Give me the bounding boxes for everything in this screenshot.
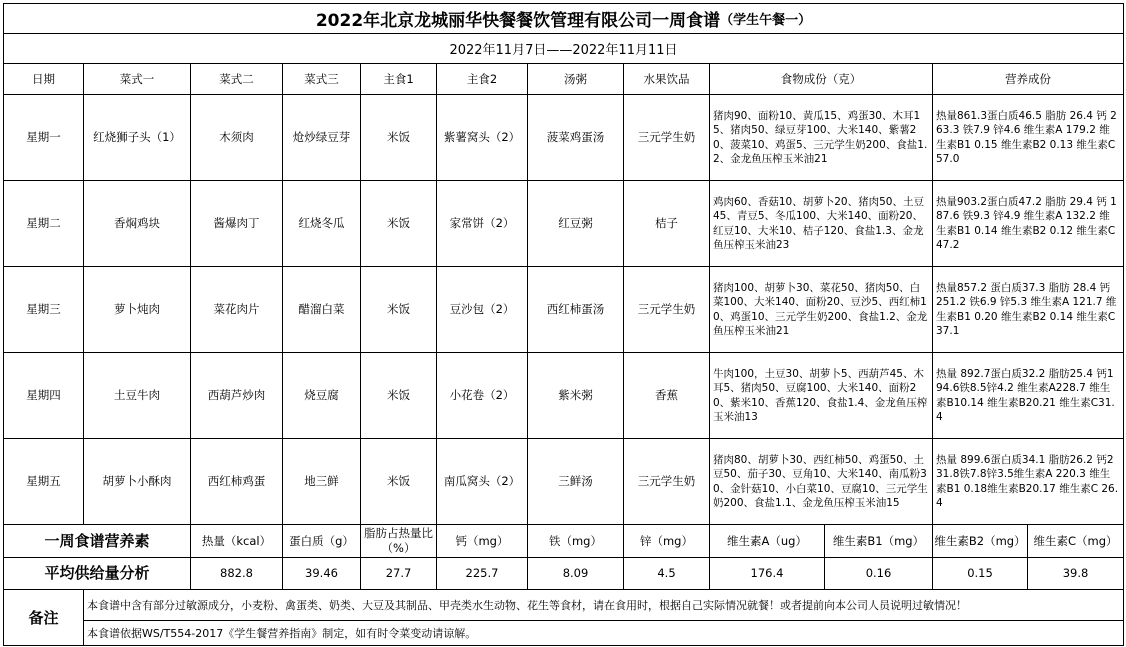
- value-vitamin-c: 39.8: [1028, 558, 1123, 590]
- nutrition: 热量 899.6蛋白质34.1 脂肪26.2 钙231.8铁7.8锌3.5维生素A 220.3 维生素B1 0.18维生素B20.17 维生素C 26.4: [933, 439, 1123, 525]
- fruit: 三元学生奶: [624, 95, 710, 181]
- dish2: 木须肉: [191, 95, 283, 181]
- fruit: 桔子: [624, 181, 710, 267]
- day-label: 星期一: [4, 95, 84, 181]
- value-fat-ratio: 27.7: [361, 558, 437, 590]
- nutrient-header-zinc: 锌（mg）: [624, 525, 710, 558]
- staple1: 米饭: [361, 439, 437, 525]
- remarks-label: 备注: [4, 590, 84, 645]
- header-staple2: 主食2: [437, 64, 528, 95]
- dish3: 醋溜白菜: [283, 267, 361, 353]
- nutrition: 热量861.3蛋白质46.5 脂肪 26.4 钙 263.3 铁7.9 锌4.6 维生素A 179.2 维生素B1 0.15 维生素B2 0.13 维生素C57.0: [933, 95, 1123, 181]
- value-protein: 39.46: [283, 558, 361, 590]
- dish3: 烧豆腐: [283, 353, 361, 439]
- value-zinc: 4.5: [624, 558, 710, 590]
- nutrient-header-vitamin-c: 维生素C（mg）: [1028, 525, 1123, 558]
- summary-label-bottom: 平均供给量分析: [4, 558, 191, 590]
- staple2: 小花卷（2）: [437, 353, 528, 439]
- header-nutrition: 营养成份: [933, 64, 1123, 95]
- day-label: 星期五: [4, 439, 84, 525]
- staple2: 豆沙包（2）: [437, 267, 528, 353]
- header-dish2: 菜式二: [191, 64, 283, 95]
- nutrient-header-iron: 铁（mg）: [528, 525, 624, 558]
- staple1: 米饭: [361, 95, 437, 181]
- dish1: 土豆牛肉: [84, 353, 191, 439]
- nutrition: 热量903.2蛋白质47.2 脂肪 29.4 钙 187.6 铁9.3 锌4.9 维生素A 132.2 维生素B1 0.14 维生素B2 0.12 维生素C47.2: [933, 181, 1123, 267]
- value-vitamin-b1: 0.16: [825, 558, 933, 590]
- staple2: 紫薯窝头（2）: [437, 95, 528, 181]
- fruit: 三元学生奶: [624, 267, 710, 353]
- header-date: 日期: [4, 64, 84, 95]
- nutrient-header-vitamin-b1: 维生素B1（mg）: [825, 525, 933, 558]
- dish1: 红烧狮子头（1）: [84, 95, 191, 181]
- header-dish1: 菜式一: [84, 64, 191, 95]
- remarks-allergen-note: 本食谱中含有部分过敏源成分，小麦粉、禽蛋类、奶类、大豆及其制品、甲壳类水生动物、花生等食材，请在食用时，根据自己实际情况就餐！或者提前向本公司人员说明过敏情况！: [84, 590, 1123, 621]
- header-ingredients: 食物成份（克）: [710, 64, 933, 95]
- soup: 西红柿蛋汤: [528, 267, 624, 353]
- dish2: 菜花肉片: [191, 267, 283, 353]
- dish2: 西葫芦炒肉: [191, 353, 283, 439]
- staple2: 家常饼（2）: [437, 181, 528, 267]
- day-label: 星期二: [4, 181, 84, 267]
- summary-label-top: 一周食谱营养素: [4, 525, 191, 558]
- value-vitamin-a: 176.4: [710, 558, 825, 590]
- staple2: 南瓜窝头（2）: [437, 439, 528, 525]
- ingredients: 猪肉90、面粉10、黄瓜15、鸡蛋30、木耳15、猪肉50、绿豆芽100、大米140、紫薯20、菠菜10、鸡蛋5、三元学生奶200、食盐1.2、金龙鱼压榨玉米油21: [710, 95, 933, 181]
- staple1: 米饭: [361, 353, 437, 439]
- nutrient-header-vitamin-b2: 维生素B2（mg）: [933, 525, 1028, 558]
- soup: 菠菜鸡蛋汤: [528, 95, 624, 181]
- value-energy: 882.8: [191, 558, 283, 590]
- header-fruit: 水果饮品: [624, 64, 710, 95]
- dish3: 红烧冬瓜: [283, 181, 361, 267]
- value-calcium: 225.7: [437, 558, 528, 590]
- soup: 红豆粥: [528, 181, 624, 267]
- ingredients: 猪肉80、胡萝卜30、西红柿50、鸡蛋50、土豆50、茄子30、豆角10、大米140、南瓜粉30、金针菇10、小白菜10、豆腐10、三元学生奶200、食盐1.1、金龙鱼压榨玉米油15: [710, 439, 933, 525]
- dish1: 胡萝卜小酥肉: [84, 439, 191, 525]
- nutrient-header-vitamin-a: 维生素A（ug）: [710, 525, 825, 558]
- dish3: 地三鲜: [283, 439, 361, 525]
- ingredients: 鸡肉60、香菇10、胡萝卜20、猪肉50、土豆45、青豆5、冬瓜100、大米140、面粉20、红豆10、大米10、桔子120、食盐1.3、金龙鱼压榨玉米油23: [710, 181, 933, 267]
- dish2: 西红柿鸡蛋: [191, 439, 283, 525]
- header-soup: 汤粥: [528, 64, 624, 95]
- dish1: 萝卜炖肉: [84, 267, 191, 353]
- title-sub: （学生午餐一）: [720, 13, 812, 28]
- ingredients: 牛肉100，土豆30、胡萝卜5、西葫芦45、木耳5、猪肉50、豆腐100、大米140、面粉20、紫米10、香蕉120、食盐1.4、金龙鱼压榨玉米油13: [710, 353, 933, 439]
- ingredients: 猪肉100、胡萝卜30、菜花50、猪肉50、白菜100、大米140、面粉20、豆沙5、西红柿10、鸡蛋10、三元学生奶200、食盐1.2、金龙鱼压榨玉米油21: [710, 267, 933, 353]
- fruit: 三元学生奶: [624, 439, 710, 525]
- dish3: 炝炒绿豆芽: [283, 95, 361, 181]
- nutrient-header-protein: 蛋白质（g）: [283, 525, 361, 558]
- nutrient-header-energy: 热量（kcal）: [191, 525, 283, 558]
- value-iron: 8.09: [528, 558, 624, 590]
- dish2: 酱爆肉丁: [191, 181, 283, 267]
- menu-sheet: [3, 3, 1124, 646]
- nutrition: 热量857.2 蛋白质37.3 脂肪 28.4 钙 251.2 铁6.9 锌5.3 维生素A 121.7 维生素B1 0.20 维生素B2 0.14 维生素C37.1: [933, 267, 1123, 353]
- day-label: 星期三: [4, 267, 84, 353]
- date-range: 2022年11月7日——2022年11月11日: [4, 34, 1123, 64]
- nutrient-header-fat-ratio: 脂肪占热量比（%）: [361, 525, 437, 558]
- value-vitamin-b2: 0.15: [933, 558, 1028, 590]
- sheet-title: [4, 4, 1123, 34]
- header-dish3: 菜式三: [283, 64, 361, 95]
- soup: 三鲜汤: [528, 439, 624, 525]
- title-main: 2022年北京龙城丽华快餐餐饮管理有限公司一周食谱: [315, 11, 721, 31]
- nutrition: 热量 892.7蛋白质32.2 脂肪25.4 钙194.6铁8.5锌4.2 维生素A228.7 维生素B10.14 维生素B20.21 维生素C31.4: [933, 353, 1123, 439]
- remarks-guideline-note: 本食谱依据WS/T554-2017《学生餐营养指南》制定，如有时令菜变动请谅解。: [87, 627, 477, 640]
- nutrient-header-calcium: 钙（mg）: [437, 525, 528, 558]
- staple1: 米饭: [361, 181, 437, 267]
- staple1: 米饭: [361, 267, 437, 353]
- dish1: 香焖鸡块: [84, 181, 191, 267]
- day-label: 星期四: [4, 353, 84, 439]
- fruit: 香蕉: [624, 353, 710, 439]
- header-staple1: 主食1: [361, 64, 437, 95]
- soup: 紫米粥: [528, 353, 624, 439]
